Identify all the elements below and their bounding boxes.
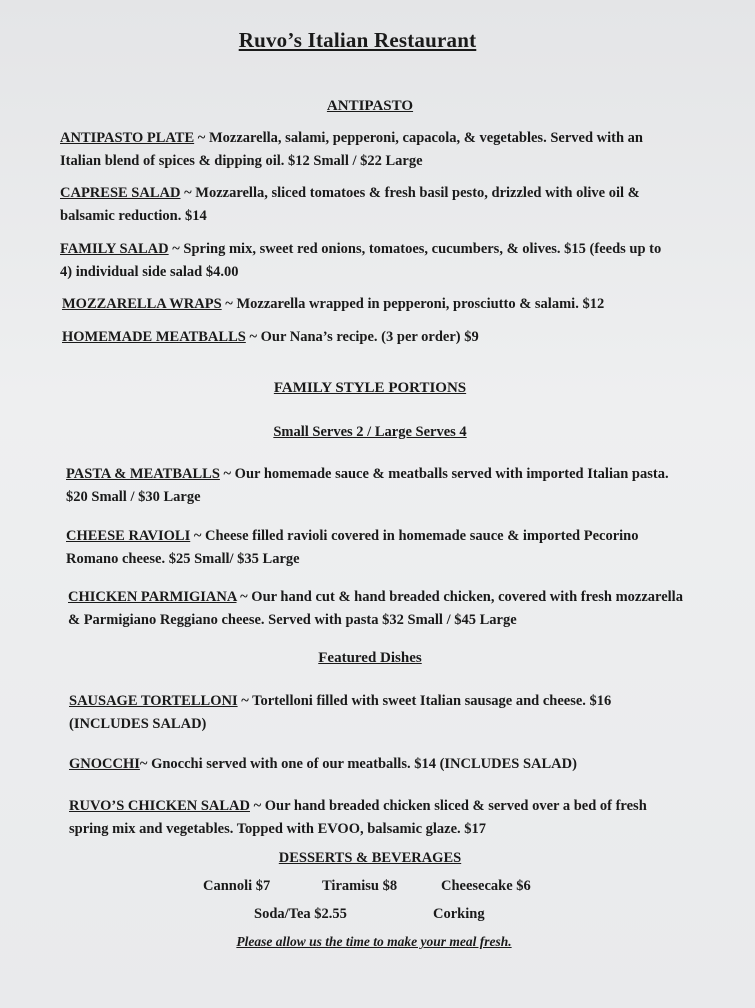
menu-item-chicken-parmigiana xyxy=(68,586,688,632)
item-name: ANTIPASTO PLATE xyxy=(60,130,195,146)
restaurant-title: Ruvo’s Italian Restaurant xyxy=(238,28,477,52)
item-name: CHICKEN PARMIGIANA xyxy=(68,589,237,605)
item-name: RUVO’S CHICKEN SALAD xyxy=(69,798,250,814)
menu-item-antipasto-plate xyxy=(60,127,670,173)
dessert-tiramisu: Tiramisu $8 xyxy=(322,878,398,894)
item-name: CAPRESE SALAD xyxy=(60,185,181,201)
menu-item-sausage-tortelloni xyxy=(69,690,689,736)
item-name: GNOCCHI xyxy=(69,756,140,772)
desserts-heading: DESSERTS & BEVERAGES xyxy=(278,850,462,866)
family-style-subheading: Small Serves 2 / Large Serves 4 xyxy=(273,424,467,440)
item-name: FAMILY SALAD xyxy=(60,241,169,257)
item-name: SAUSAGE TORTELLONI xyxy=(69,693,238,709)
menu-item-mozzarella-wraps xyxy=(62,293,702,316)
antipasto-heading: ANTIPASTO xyxy=(326,98,414,114)
menu-item-caprese-salad xyxy=(60,182,670,228)
featured-heading: Featured Dishes xyxy=(318,650,422,666)
item-description: ~ Tortelloni filled with sweet Italian sausage and cheese. $16 (INCLUDES SALAD) xyxy=(69,693,612,732)
item-description: ~ Cheese filled ravioli covered in homemade sauce & imported Pecorino Romano cheese. $25 Small/ $35 Large xyxy=(66,528,639,567)
item-description: ~ Gnocchi served with one of our meatballs. $14 (INCLUDES SALAD) xyxy=(139,756,577,772)
freshness-note: Please allow us the time to make your meal fresh. xyxy=(236,934,512,949)
item-name: HOMEMADE MEATBALLS xyxy=(62,329,246,345)
menu-item-gnocchi xyxy=(69,753,689,776)
item-description: ~ Our Nana’s recipe. (3 per order) $9 xyxy=(245,329,479,345)
item-description: ~ Mozzarella, sliced tomatoes & fresh basil pesto, drizzled with olive oil & balsamic reduction. $14 xyxy=(60,185,640,224)
item-description: ~ Mozzarella wrapped in pepperoni, prosciutto & salami. $12 xyxy=(221,296,605,312)
dessert-cheesecake: Cheesecake $6 xyxy=(441,878,531,894)
item-name: MOZZARELLA WRAPS xyxy=(62,296,222,312)
menu-item-cheese-ravioli xyxy=(66,525,686,571)
item-description: ~ Our hand breaded chicken sliced & served over a bed of fresh spring mix and vegetables. Topped with EVOO, balsamic glaze. $17 xyxy=(69,798,647,837)
item-description: ~ Our hand cut & hand breaded chicken, covered with fresh mozzarella & Parmigiano Reggiano cheese. Served with pasta $32 Small / $45 Large xyxy=(68,589,683,628)
menu-item-homemade-meatballs xyxy=(62,326,672,349)
item-name: CHEESE RAVIOLI xyxy=(66,528,191,544)
item-description: ~ Spring mix, sweet red onions, tomatoes, cucumbers, & olives. $15 (feeds up to 4) individual side salad $4.00 xyxy=(60,241,662,280)
menu-item-family-salad xyxy=(60,238,670,284)
family-style-heading: FAMILY STYLE PORTIONS xyxy=(273,380,467,396)
item-name: PASTA & MEATBALLS xyxy=(66,466,220,482)
item-description: ~ Our homemade sauce & meatballs served with imported Italian pasta. $20 Small / $30 Large xyxy=(66,466,669,505)
menu-item-pasta-meatballs xyxy=(66,463,686,509)
menu-item-ruvos-chicken-salad xyxy=(69,795,689,841)
beverage-corking: Corking xyxy=(433,906,485,922)
item-description: ~ Mozzarella, salami, pepperoni, capacola, & vegetables. Served with an Italian blend of spices & dipping oil. $12 Small / $22 Large xyxy=(60,130,643,169)
beverage-soda-tea: Soda/Tea $2.55 xyxy=(254,906,347,922)
dessert-cannoli: Cannoli $7 xyxy=(203,878,271,894)
